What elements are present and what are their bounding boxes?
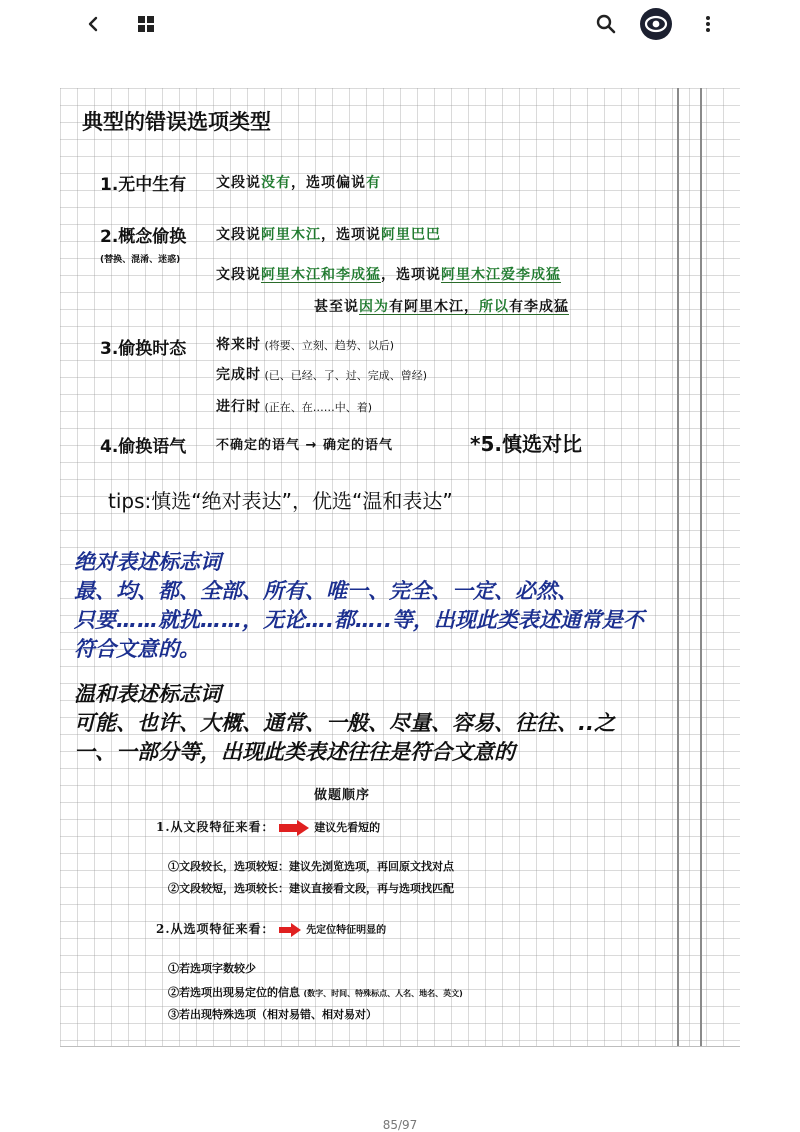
- page-indicator: 85/97: [382, 1118, 418, 1132]
- absolute-line-2: 只要……就扰……，无论….都…..等，出现此类表述通常是不: [74, 608, 644, 632]
- order-b-item-2: ②若选项出现易定位的信息 (数字、时间、特殊标点、人名、地名、英文): [168, 986, 463, 999]
- order-a-item-1: ①文段较长，选项较短：建议先浏览选项，再回原文找对点: [168, 860, 454, 873]
- order-b-item-3: ③若出现特殊选项（相对易错、相对易对）: [168, 1008, 377, 1021]
- absolute-line-1: 最、均、都、全部、所有、唯一、完全、一定、必然、: [74, 579, 578, 603]
- section-4-text: 不确定的语气 → 确定的语气: [216, 438, 393, 453]
- back-button[interactable]: [76, 6, 112, 42]
- section-2-sub: (替换、混淆、迷惑): [100, 255, 181, 265]
- order-title: 做题顺序: [314, 788, 371, 803]
- order-b-item-1: ①若选项字数较少: [168, 962, 256, 975]
- section-2-line-2: 文段说阿里木江和李成猛，选项说阿里木江爱李成猛: [216, 267, 561, 283]
- search-icon: [596, 14, 616, 34]
- search-button[interactable]: [588, 6, 624, 42]
- red-arrow-icon: [278, 923, 302, 937]
- mild-title: 温和表述标志词: [74, 682, 221, 706]
- section-4-label: 4.偷换语气: [100, 437, 187, 457]
- section-2-label: 2.概念偷换: [100, 227, 187, 247]
- section-2-line-1: 文段说阿里木江，选项说阿里巴巴: [216, 227, 441, 243]
- eye-icon: [639, 7, 673, 41]
- order-a-item-2: ②文段较短，选项较长：建议直接看文段，再与选项找匹配: [168, 882, 454, 895]
- chevron-left-icon: [85, 15, 103, 33]
- section-1-text: 文段说没有，选项偏说有: [216, 175, 381, 191]
- section-1-label: 1.无中生有: [100, 175, 187, 195]
- reading-mode-button[interactable]: [638, 6, 674, 42]
- absolute-line-3: 符合文意的。: [74, 637, 200, 661]
- tips-text: tips:慎选“绝对表达”，优选“温和表达”: [108, 489, 453, 513]
- top-toolbar: [0, 0, 800, 48]
- tense-progressive: 进行时 (正在、在……中、着): [216, 399, 373, 415]
- mild-line-2: 一、一部分等，出现此类表述往往是符合文意的: [74, 740, 515, 764]
- thumbnails-button[interactable]: [128, 6, 164, 42]
- tense-perfect: 完成时 (已、已经、了、过、完成、曾经): [216, 367, 428, 383]
- order-b-row: 2.从选项特征来看： 先定位特征明显的: [156, 922, 387, 936]
- order-a-row: 1.从文段特征来看： 建议先看短的: [156, 820, 381, 834]
- section-3-label: 3.偷换时态: [100, 339, 187, 359]
- absolute-title: 绝对表述标志词: [74, 550, 221, 574]
- section-2-line-3: 甚至说因为有阿里木江，所以有李成猛: [314, 299, 569, 315]
- grid-icon: [137, 15, 155, 33]
- section-5-label: *5.慎选对比: [470, 432, 582, 456]
- more-options-button[interactable]: [690, 6, 726, 42]
- margin-line: [677, 88, 679, 1046]
- document-page[interactable]: [60, 88, 740, 1047]
- red-arrow-icon: [278, 820, 310, 836]
- mild-line-1: 可能、也许、大概、通常、一般、尽量、容易、往往、..之: [74, 711, 615, 735]
- tense-future: 将来时 (将要、立刻、趋势、以后): [216, 337, 395, 353]
- more-vertical-icon: [705, 15, 711, 33]
- doc-title: 典型的错误选项类型: [82, 110, 271, 134]
- margin-line-2: [700, 88, 702, 1046]
